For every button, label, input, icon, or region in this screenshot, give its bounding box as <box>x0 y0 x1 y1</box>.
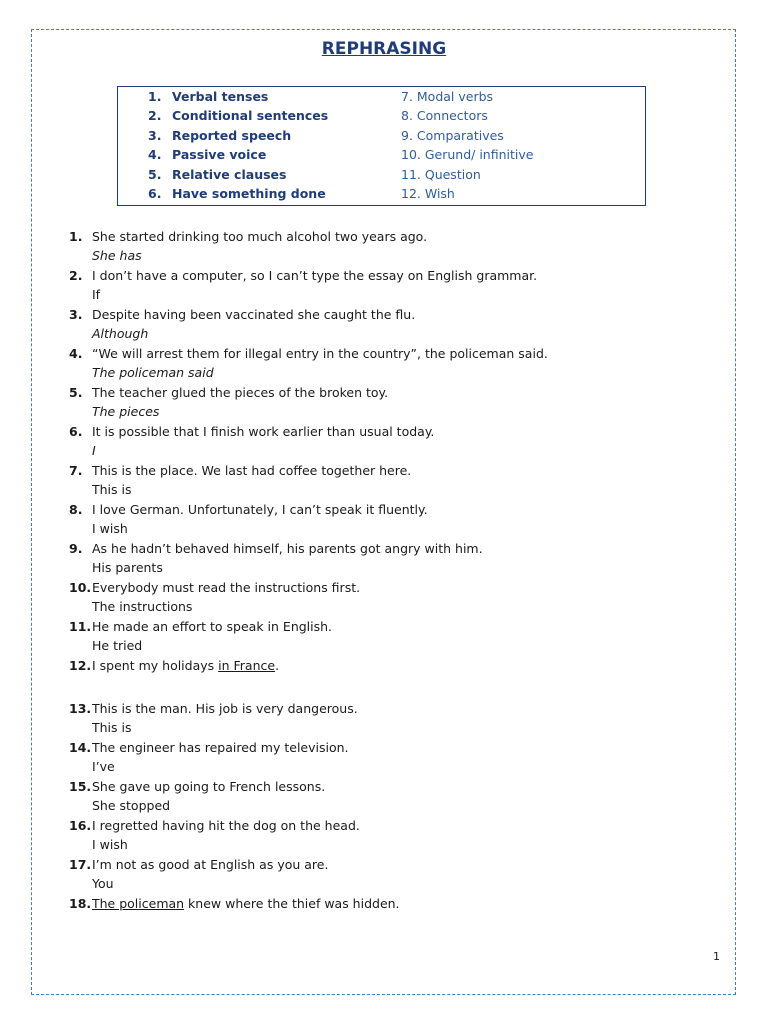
topic-number: 6. <box>148 186 162 201</box>
question-number: 9. <box>69 541 83 556</box>
answer-prompt: His parents <box>92 560 163 575</box>
answer-prompt: I wish <box>92 837 128 852</box>
answer-prompt: She has <box>92 248 142 263</box>
question-text: She started drinking too much alcohol two years ago. <box>92 229 428 244</box>
answer-prompt: She stopped <box>92 798 171 813</box>
topic-item: 10. Gerund/ infinitive <box>401 147 534 162</box>
topics-box <box>117 86 646 206</box>
question-number: 4. <box>69 346 83 361</box>
topic-item <box>148 147 266 162</box>
question-text-part: I spent my holidays <box>92 658 219 673</box>
question-text: I regretted having hit the dog on the head. <box>92 818 360 833</box>
question-number: 1. <box>69 229 83 244</box>
topic-number: 1. <box>148 89 162 104</box>
topic-item <box>148 186 326 201</box>
question-number: 17. <box>69 857 92 872</box>
question-number: 16. <box>69 818 92 833</box>
topic-label: Reported speech <box>172 128 292 143</box>
question-text: The teacher glued the pieces of the broken toy. <box>92 385 389 400</box>
question-number: 11. <box>69 619 92 634</box>
topic-number: 4. <box>148 147 162 162</box>
question-text: “We will arrest them for illegal entry in the country”, the policeman said. <box>92 346 548 361</box>
topic-item <box>148 89 268 104</box>
question-number: 12. <box>69 658 92 673</box>
answer-prompt: I <box>92 443 96 458</box>
question-number: 15. <box>69 779 92 794</box>
page-title: REPHRASING <box>321 39 447 59</box>
topic-item: 8. Connectors <box>401 108 488 123</box>
question-number: 2. <box>69 268 83 283</box>
topic-item: 9. Comparatives <box>401 128 504 143</box>
topic-number: 3. <box>148 128 162 143</box>
question-number: 8. <box>69 502 83 517</box>
topic-item: 11. Question <box>401 167 481 182</box>
answer-prompt: You <box>92 876 114 891</box>
topic-item: 12. Wish <box>401 186 455 201</box>
question-number: 3. <box>69 307 83 322</box>
answer-prompt: I wish <box>92 521 128 536</box>
question-text: He made an effort to speak in English. <box>92 619 333 634</box>
question-text <box>92 658 279 673</box>
question-text-part: . <box>275 658 280 673</box>
question-number: 6. <box>69 424 83 439</box>
answer-prompt: The instructions <box>92 599 193 614</box>
topic-item: 7. Modal verbs <box>401 89 494 104</box>
question-text: It is possible that I finish work earlier than usual today. <box>92 424 435 439</box>
question-number: 18. <box>69 896 92 911</box>
topic-number: 2. <box>148 108 162 123</box>
question-text-part: knew where the thief was hidden. <box>184 896 400 911</box>
answer-prompt: This is <box>92 482 132 497</box>
topic-item <box>148 167 286 182</box>
page-number: 1 <box>713 950 720 963</box>
question-text: I love German. Unfortunately, I can’t speak it fluently. <box>92 502 428 517</box>
topic-label: Relative clauses <box>172 167 287 182</box>
topic-label: Passive voice <box>172 147 267 162</box>
question-number: 13. <box>69 701 92 716</box>
question-text: I’m not as good at English as you are. <box>92 857 329 872</box>
underlined-phrase: in France <box>218 658 276 673</box>
answer-prompt: Although <box>92 326 149 341</box>
question-text: I don’t have a computer, so I can’t type the essay on English grammar. <box>92 268 538 283</box>
answer-prompt: If <box>92 287 101 302</box>
answer-prompt: The policeman said <box>92 365 214 380</box>
answer-prompt: This is <box>92 720 132 735</box>
topic-item <box>148 108 328 123</box>
answer-prompt: He tried <box>92 638 143 653</box>
topic-label: Verbal tenses <box>172 89 269 104</box>
question-text: Everybody must read the instructions first. <box>92 580 361 595</box>
topic-label: Conditional sentences <box>172 108 329 123</box>
question-text: Despite having been vaccinated she caught the flu. <box>92 307 416 322</box>
question-text <box>92 896 400 911</box>
answer-prompt: I’ve <box>92 759 115 774</box>
topic-number: 5. <box>148 167 162 182</box>
question-number: 5. <box>69 385 83 400</box>
underlined-phrase: The policeman <box>92 896 185 911</box>
topic-item <box>148 128 291 143</box>
question-text: As he hadn’t behaved himself, his parents got angry with him. <box>92 541 483 556</box>
question-text: The engineer has repaired my television. <box>92 740 349 755</box>
answer-prompt: The pieces <box>92 404 160 419</box>
question-number: 7. <box>69 463 83 478</box>
question-number: 14. <box>69 740 92 755</box>
question-text: This is the place. We last had coffee together here. <box>92 463 412 478</box>
question-text: She gave up going to French lessons. <box>92 779 326 794</box>
topic-label: Have something done <box>172 186 326 201</box>
question-text: This is the man. His job is very dangerous. <box>92 701 358 716</box>
question-number: 10. <box>69 580 92 595</box>
